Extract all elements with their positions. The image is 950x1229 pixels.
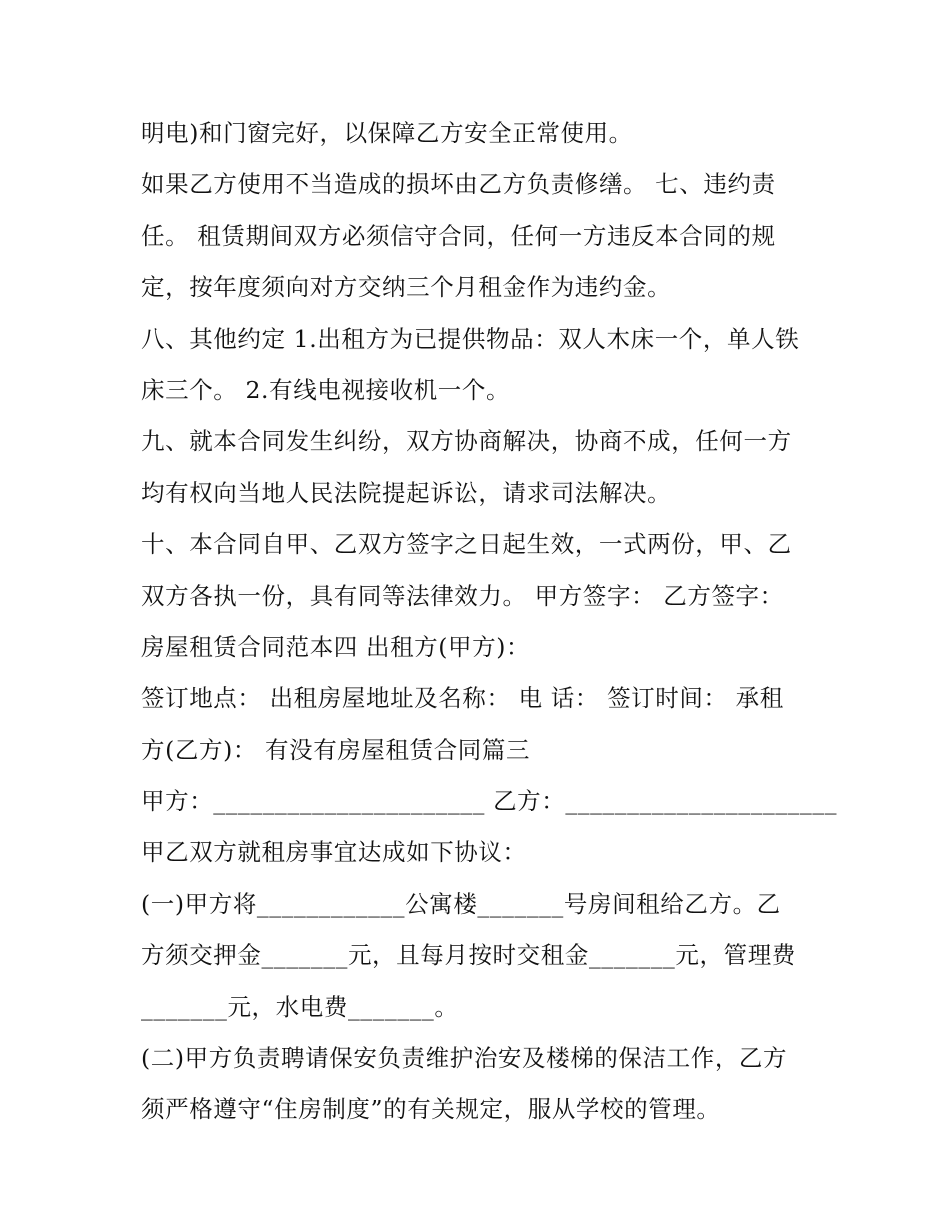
text-line: 方(乙方)： 有没有房屋租赁合同篇三	[141, 735, 531, 764]
text-line: 定，按年度须向对方交纳三个月租金作为违约金。	[141, 273, 672, 302]
text-line: 须严格遵守“住房制度”的有关规定，服从学校的管理。	[141, 1095, 721, 1124]
contract-text	[141, 108, 838, 1136]
text-line: (二)甲方负责聘请保安负责维护治安及楼梯的保洁工作，乙方	[141, 1044, 788, 1073]
text-line: 九、就本合同发生纠纷，双方协商解决，协商不成，任何一方	[141, 427, 792, 456]
text-line: 签订地点： 出租房屋地址及名称： 电 话： 签订时间： 承租	[141, 684, 784, 713]
text-line: 双方各执一份，具有同等法律效力。 甲方签字： 乙方签字：	[141, 581, 784, 610]
text-line: 十、本合同自甲、乙双方签字之日起生效，一式两份，甲、乙	[141, 530, 792, 559]
text-line: 床三个。 2.有线电视接收机一个。	[141, 375, 511, 404]
text-line: 房屋租赁合同范本四 出租方(甲方)：	[141, 632, 531, 661]
text-line: 八、其他约定 1.出租方为已提供物品：双人木床一个，单人铁	[141, 324, 800, 353]
text-line: 均有权向当地人民法院提起诉讼，请求司法解决。	[141, 478, 672, 507]
text-line: _______元，水电费_______。	[141, 992, 459, 1021]
text-line: (一)甲方将____________公寓楼_______号房间租给乙方。乙	[141, 889, 781, 918]
text-line: 甲方：______________________ 乙方：______________________	[141, 787, 838, 816]
text-line: 如果乙方使用不当造成的损坏由乙方负责修缮。 七、违约责	[141, 170, 776, 199]
text-line: 明电)和门窗完好，以保障乙方安全正常使用。	[141, 119, 633, 147]
text-line: 甲乙双方就租房事宜达成如下协议：	[141, 838, 527, 867]
text-line: 任。 租赁期间双方必须信守合同，任何一方违反本合同的规	[141, 221, 776, 250]
text-line: 方须交押金_______元，且每月按时交租金_______元，管理费	[141, 941, 796, 970]
